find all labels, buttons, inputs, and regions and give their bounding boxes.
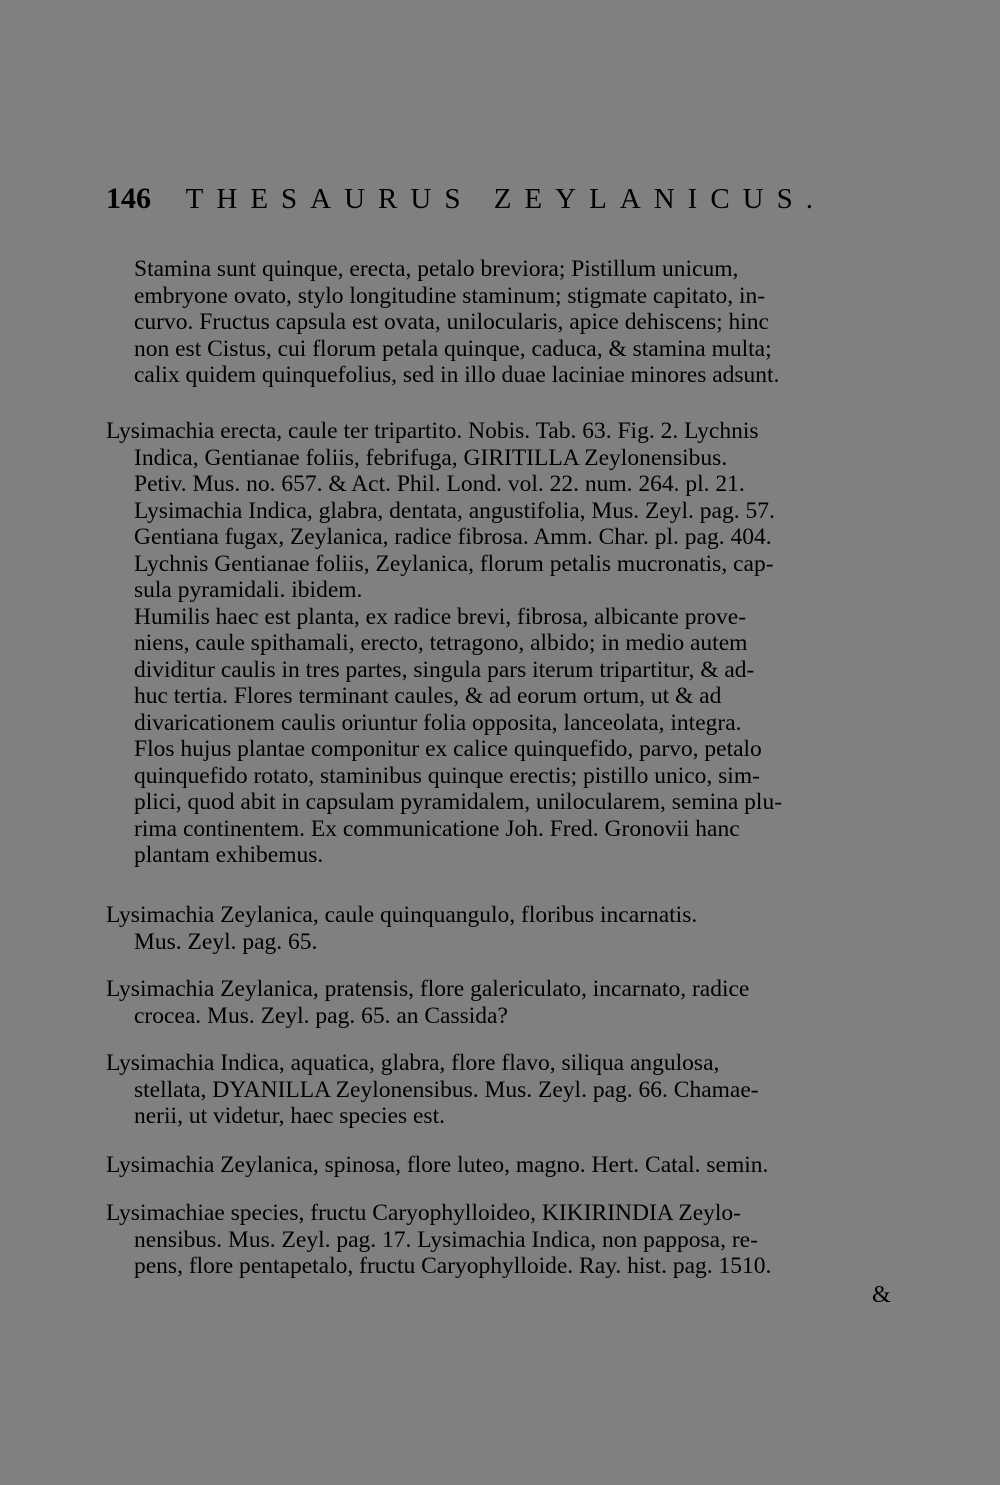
text-line: Lysimachia erecta, caule ter tripartito. Nobis. Tab. 63. Fig. 2. Lychnis bbox=[106, 418, 759, 444]
text-line: nerii, ut videtur, haec species est. bbox=[134, 1103, 445, 1129]
entry-lysimachia-zeylanica-1 bbox=[106, 902, 896, 955]
text-line: Mus. Zeyl. pag. 65. bbox=[134, 928, 318, 955]
text-line: Lysimachia Zeylanica, spinosa, flore luteo, magno. Hert. Catal. semin. bbox=[106, 1152, 769, 1178]
text-line: Stamina sunt quinque, erecta, petalo breviora; Pistillum unicum, bbox=[134, 256, 739, 282]
text-line: stellata, DYANILLA Zeylonensibus. Mus. Zeyl. pag. 66. Chamae- bbox=[134, 1076, 759, 1103]
text-line: calix quidem quinquefolius, sed in illo duae laciniae minores adsunt. bbox=[134, 362, 780, 388]
page-header bbox=[106, 182, 826, 222]
catchword: & bbox=[872, 1282, 891, 1308]
text-line: Humilis haec est planta, ex radice brevi, fibrosa, albicante prove- bbox=[134, 603, 747, 630]
text-line: embryone ovato, stylo longitudine staminum; stigmate capitato, in- bbox=[134, 282, 766, 309]
text-line: plici, quod abit in capsulam pyramidalem, unilocularem, semina plu- bbox=[134, 789, 783, 815]
text-line: nensibus. Mus. Zeyl. pag. 17. Lysimachia Indica, non papposa, re- bbox=[134, 1226, 758, 1253]
text-line: Lysimachia Zeylanica, caule quinquangulo, floribus incarnatis. bbox=[106, 902, 698, 928]
intro-paragraph bbox=[106, 256, 896, 389]
text-line: Lysimachia Indica, aquatica, glabra, flore flavo, siliqua angulosa, bbox=[106, 1050, 720, 1076]
text-line: crocea. Mus. Zeyl. pag. 65. an Cassida? bbox=[134, 1002, 508, 1029]
text-line: niens, caule spithamali, erecto, tetragono, albido; in medio autem bbox=[134, 630, 748, 656]
entry-lysimachia-erecta bbox=[106, 418, 896, 869]
text-line: Indica, Gentianae foliis, febrifuga, GIRITILLA Zeylonensibus. bbox=[134, 444, 728, 471]
text-line: rima continentem. Ex communicatione Joh. Fred. Gronovii hanc bbox=[134, 815, 740, 842]
page-number: 146 bbox=[106, 182, 151, 215]
text-line: Lychnis Gentianae foliis, Zeylanica, florum petalis mucronatis, cap- bbox=[134, 550, 774, 577]
text-line: dividitur caulis in tres partes, singula pars iterum tripartitur, & ad- bbox=[134, 656, 755, 683]
text-line: quinquefido rotato, staminibus quinque erectis; pistillo unico, sim- bbox=[134, 762, 760, 789]
text-line: Lysimachiae species, fructu Caryophylloideo, KIKIRINDIA Zeylo- bbox=[106, 1200, 741, 1226]
text-line: Petiv. Mus. no. 657. & Act. Phil. Lond. vol. 22. num. 264. pl. 21. bbox=[134, 471, 745, 497]
text-line: Lysimachia Indica, glabra, dentata, angustifolia, Mus. Zeyl. pag. 57. bbox=[134, 497, 775, 524]
entry-lysimachia-spinosa bbox=[106, 1152, 896, 1179]
text-line: Lysimachia Zeylanica, pratensis, flore galericulato, incarnato, radice bbox=[106, 976, 750, 1002]
text-line: huc tertia. Flores terminant caules, & ad eorum ortum, ut & ad bbox=[134, 683, 722, 709]
entry-lysimachia-zeylanica-2 bbox=[106, 976, 896, 1029]
text-line: curvo. Fructus capsula est ovata, unilocularis, apice dehiscens; hinc bbox=[134, 309, 769, 335]
entry-lysimachiae-species bbox=[106, 1200, 896, 1280]
entry-lysimachia-indica-aquatica bbox=[106, 1050, 896, 1130]
text-line: divaricationem caulis oriuntur folia opposita, lanceolata, integra. bbox=[134, 709, 742, 736]
text-line: Gentiana fugax, Zeylanica, radice fibrosa. Amm. Char. pl. pag. 404. bbox=[134, 524, 772, 550]
text-line: sula pyramidali. ibidem. bbox=[134, 577, 363, 603]
text-line: non est Cistus, cui florum petala quinque, caduca, & stamina multa; bbox=[134, 335, 772, 362]
text-line: pens, flore pentapetalo, fructu Caryophylloide. Ray. hist. pag. 1510. bbox=[134, 1253, 772, 1279]
text-line: Flos hujus plantae componitur ex calice quinquefido, parvo, petalo bbox=[134, 736, 762, 762]
text-line: plantam exhibemus. bbox=[134, 842, 324, 868]
running-title: THESAURUS ZEYLANICUS. bbox=[185, 183, 826, 215]
